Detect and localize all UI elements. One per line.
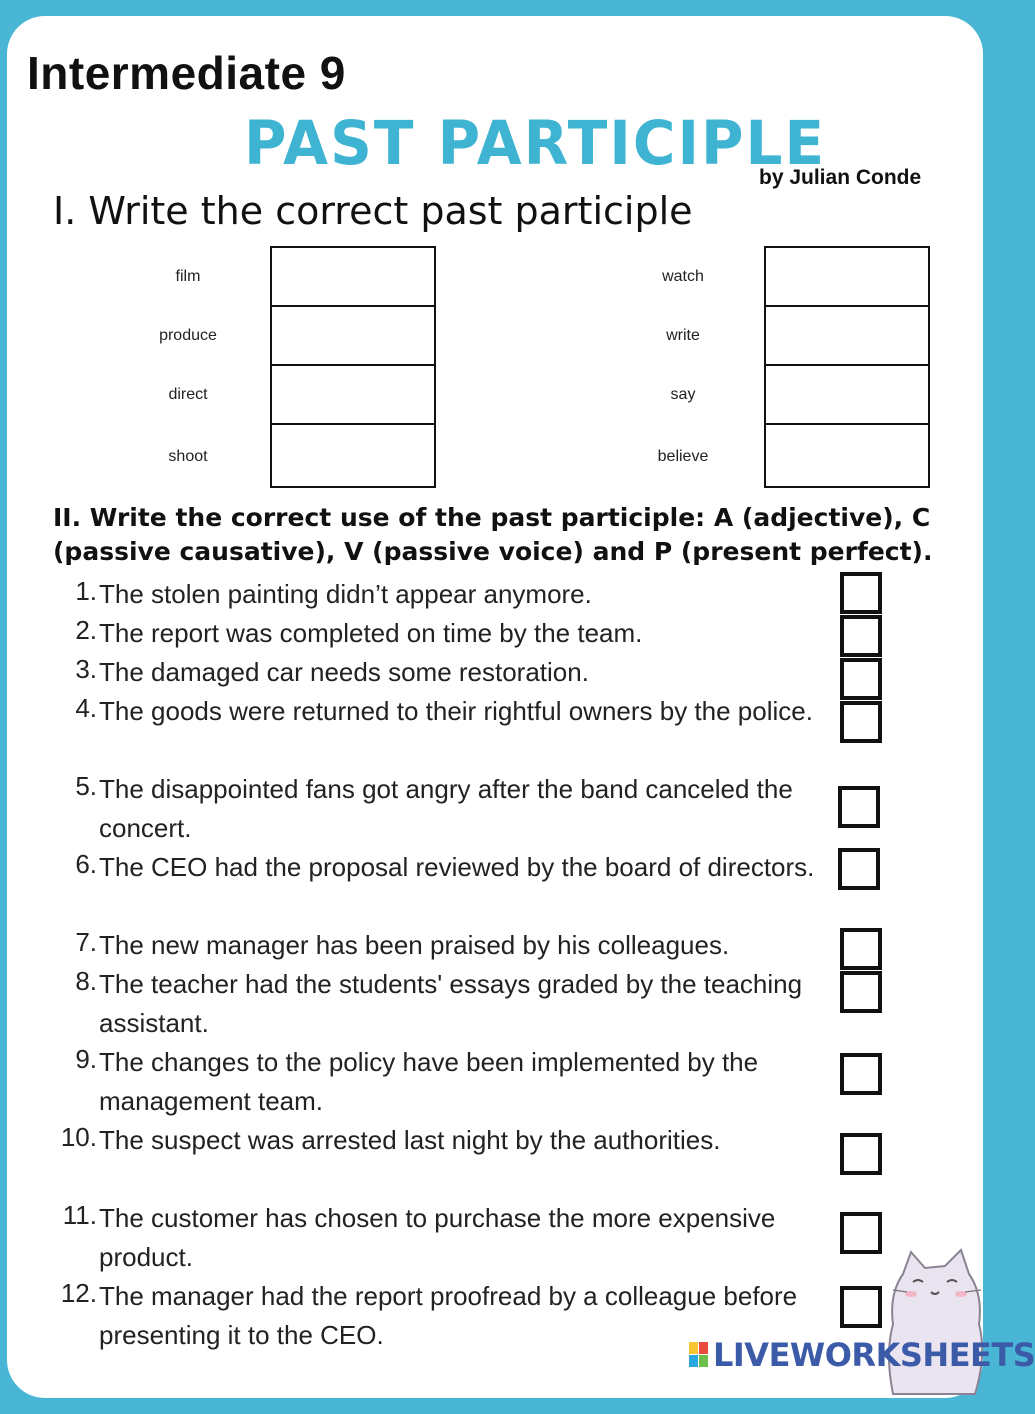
answer-box-item-10[interactable] <box>840 1133 882 1175</box>
sentence-text: The customer has chosen to purchase the more expensive product. <box>99 1203 776 1272</box>
item-number: 11. <box>62 1200 97 1230</box>
section-1-heading: I. Write the correct past participle <box>53 189 693 233</box>
sentence-text: The damaged car needs some restoration. <box>99 657 589 687</box>
item-number: 2. <box>75 615 97 645</box>
answer-box-item-1[interactable] <box>840 572 882 614</box>
answer-box-item-6[interactable] <box>838 848 880 890</box>
verb-label: write <box>666 327 700 344</box>
sentence-text: The suspect was arrested last night by the authorities. <box>99 1125 721 1155</box>
answer-box-item-4[interactable] <box>840 701 882 743</box>
answer-box-produce[interactable] <box>270 305 436 366</box>
answer-box-item-3[interactable] <box>840 658 882 700</box>
item-number: 7. <box>75 927 97 957</box>
item-number: 3. <box>75 654 97 684</box>
sentence-text: The goods were returned to their rightful owners by the police. <box>99 696 813 726</box>
sentence-text: The new manager has been praised by his colleagues. <box>99 930 730 960</box>
item-number: 10. <box>60 1122 97 1152</box>
item-number: 9. <box>75 1044 97 1074</box>
answer-box-item-9[interactable] <box>840 1053 882 1095</box>
answer-box-say[interactable] <box>764 364 930 425</box>
verb-label: believe <box>657 448 709 465</box>
answer-box-write[interactable] <box>764 305 930 366</box>
answer-box-watch[interactable] <box>764 246 930 307</box>
worksheet-title: PAST PARTICIPLE <box>244 107 827 179</box>
verb-label: shoot <box>168 448 208 465</box>
item-number: 12. <box>60 1278 97 1308</box>
author-credit: by Julian Conde <box>759 166 922 189</box>
item-number: 8. <box>75 966 97 996</box>
worksheet-page <box>7 16 1035 1398</box>
verb-label: direct <box>168 386 208 403</box>
answer-box-believe[interactable] <box>764 423 930 488</box>
verb-label: film <box>175 268 201 285</box>
liveworksheets-logo: LIVEWORKSHEETS <box>713 1336 1035 1374</box>
item-number: 5. <box>75 771 97 801</box>
item-number: 6. <box>75 849 97 879</box>
answer-box-item-8[interactable] <box>840 971 882 1013</box>
verb-label: say <box>670 386 696 403</box>
answer-box-item-2[interactable] <box>840 615 882 657</box>
section-2-heading: II. Write the correct use of the past participle: A (adjective), C (passive causative), V (passive voice) and P (present perfect). <box>53 503 933 566</box>
item-number: 4. <box>75 693 97 723</box>
sentence-text: The CEO had the proposal reviewed by the board of directors. <box>99 852 815 882</box>
answer-box-item-11[interactable] <box>840 1212 882 1254</box>
item-number: 1. <box>75 576 97 606</box>
liveworksheets-logo-icon <box>689 1342 709 1368</box>
level-title: Intermediate 9 <box>27 47 346 99</box>
sentence-text: The disappointed fans got angry after the band canceled the concert. <box>99 774 793 843</box>
sentence-text: The changes to the policy have been implemented by the management team. <box>99 1047 759 1116</box>
answer-box-shoot[interactable] <box>270 423 436 488</box>
sentence-text: The teacher had the students' essays graded by the teaching assistant. <box>99 969 803 1038</box>
sentence-text: The report was completed on time by the team. <box>99 618 643 648</box>
verb-label: produce <box>159 327 217 344</box>
verb-label: watch <box>662 268 704 285</box>
answer-box-item-12[interactable] <box>840 1286 882 1328</box>
sentence-text: The stolen painting didn’t appear anymore. <box>99 579 592 609</box>
answer-box-item-7[interactable] <box>840 928 882 970</box>
answer-box-direct[interactable] <box>270 364 436 425</box>
sentence-text: The manager had the report proofread by a colleague before presenting it to the CEO. <box>99 1281 798 1350</box>
answer-box-item-5[interactable] <box>838 786 880 828</box>
answer-box-film[interactable] <box>270 246 436 307</box>
